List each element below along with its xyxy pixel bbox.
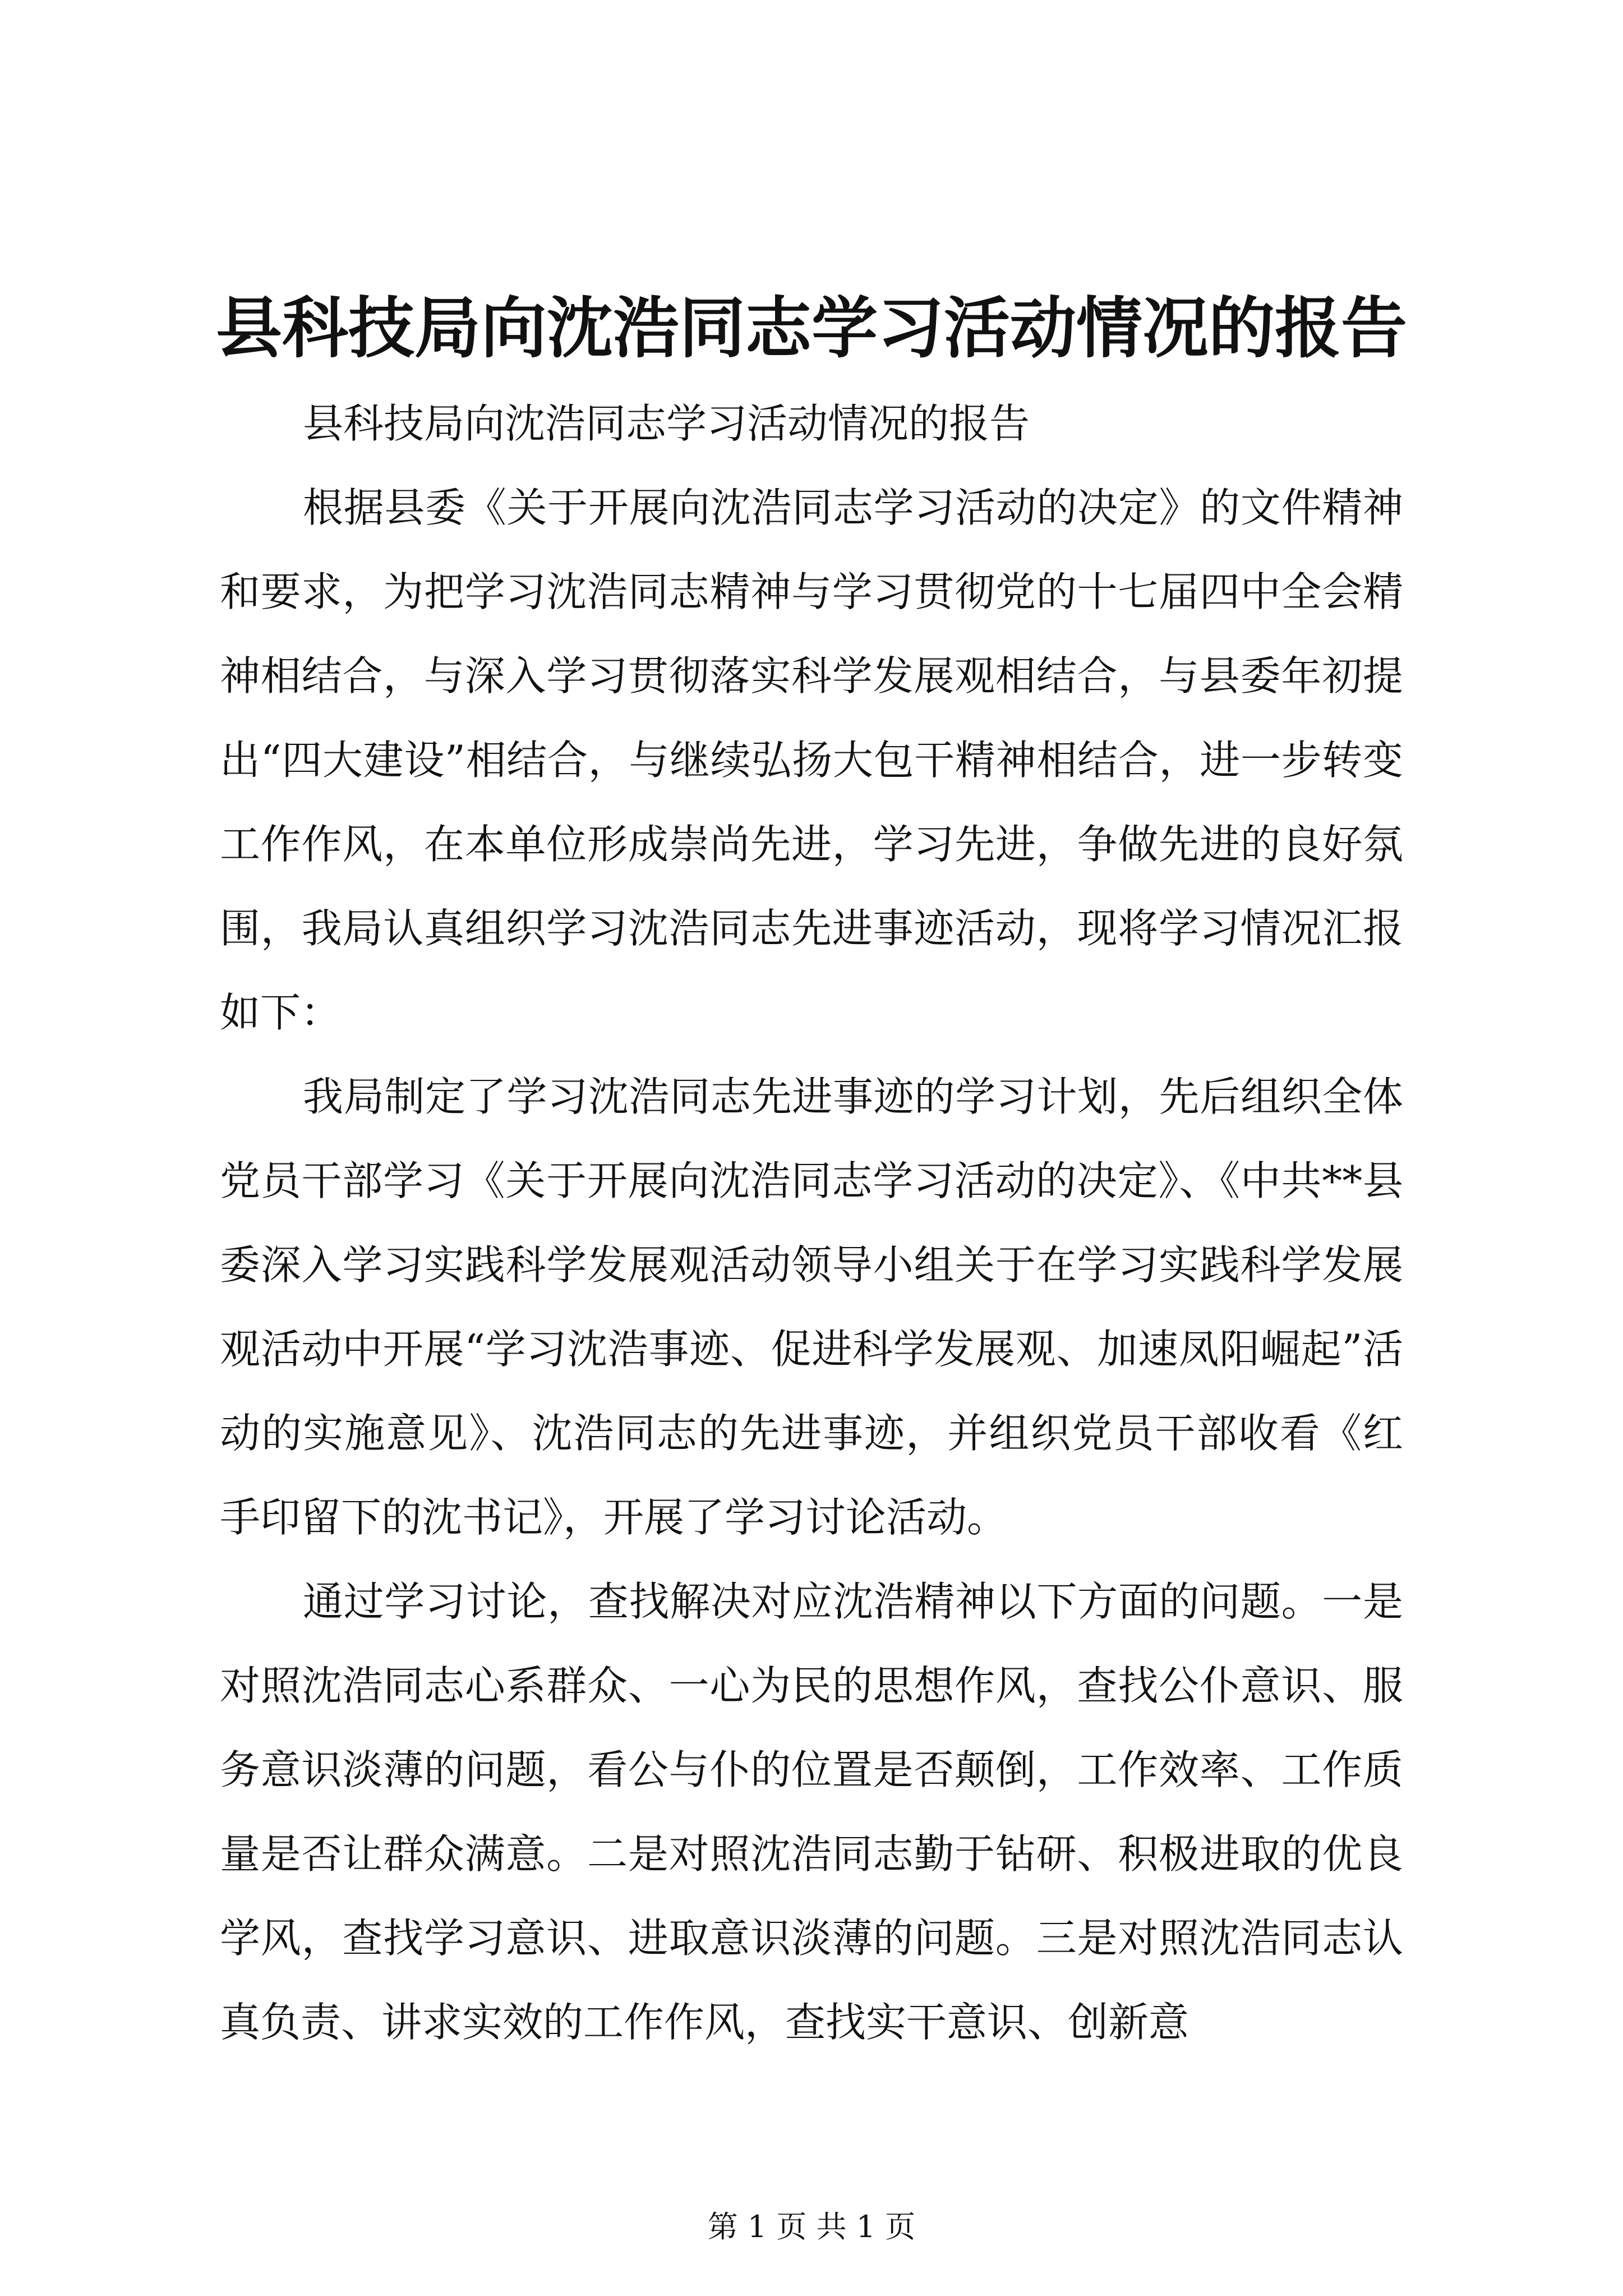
page-footer: 第 1 页 共 1 页 [707, 2209, 916, 2244]
paragraph-1: 根据县委《关于开展向沈浩同志学习活动的决定》的文件精神和要求，为把学习沈浩同志精神与学习贯彻党的十七届四中全会精神相结合，与深入学习贯彻落实科学发展观相结合，与县委年初提出“四大建设”相结合，与继续弘扬大包干精神相结合，进一步转变工作作风，在本单位形成崇尚先进，学习先进，争做先进的良好氛围，我局认真组织学习沈浩同志先进事迹活动，现将学习情况汇报如下： [220, 484, 1403, 1036]
document-subtitle: 县科技局向沈浩同志学习活动情况的报告 [303, 400, 1030, 447]
document-title: 县科技局向沈浩同志学习活动情况的报告 [215, 289, 1407, 367]
paragraph-3: 通过学习讨论，查找解决对应沈浩精神以下方面的问题。一是对照沈浩同志心系群众、一心为民的思想作风，查找公仆意识、服务意识淡薄的问题，看公与仆的位置是否颠倒，工作效率、工作质量是否让群众满意。二是对照沈浩同志勤于钻研、积极进取的优良学风，查找学习意识、进取意识淡薄的问题。三是对照沈浩同志认真负责、讲求实效的工作作风，查找实干意识、创新意 [220, 1578, 1403, 2046]
paragraph-2: 我局制定了学习沈浩同志先进事迹的学习计划，先后组织全体党员干部学习《关于开展向沈浩同志学习活动的决定》、《中共**县委深入学习实践科学发展观活动领导小组关于在学习实践科学发展观活动中开展“学习沈浩事迹、促进科学发展观、加速凤阳崛起”活动的实施意见》、沈浩同志的先进事迹，并组织党员干部收看《红手印留下的沈书记》，开展了学习讨论活动。 [220, 1073, 1403, 1541]
document-body [220, 381, 1403, 2064]
